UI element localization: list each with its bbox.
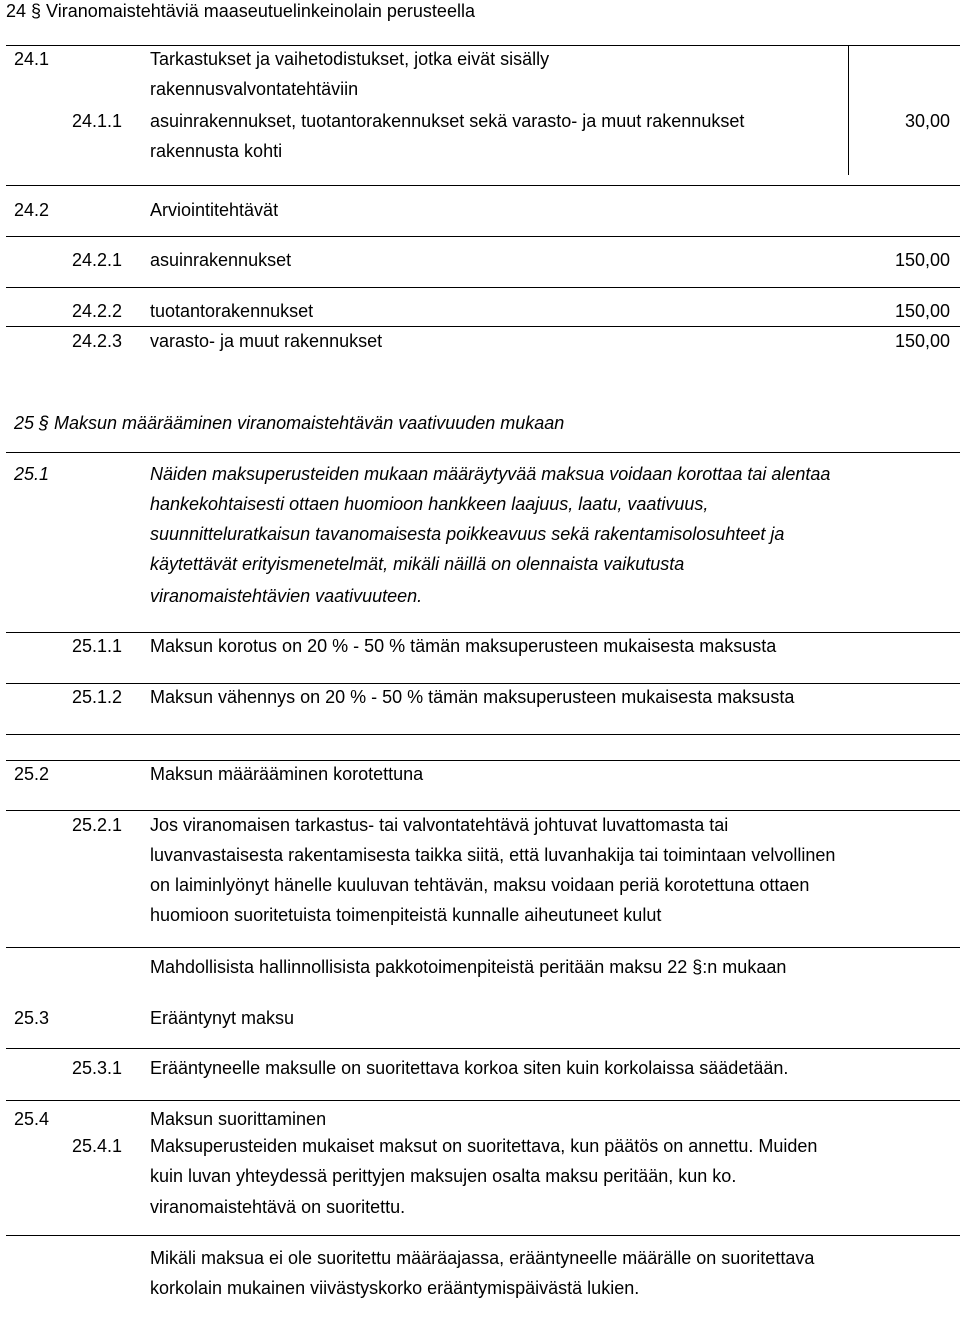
table-rule bbox=[6, 287, 960, 288]
table-rule bbox=[6, 185, 960, 186]
item-text: rakennusta kohti bbox=[150, 141, 283, 161]
item-text: Maksun korotus on 20 % - 50 % tämän maksuperusteen mukaisesta maksusta bbox=[150, 636, 777, 656]
item-text: asuinrakennukset, tuotantorakennukset sekä varasto- ja muut rakennukset bbox=[150, 111, 745, 131]
section-25-heading: 25 § Maksun määrääminen viranomaistehtävän vaativuuden mukaan bbox=[14, 413, 565, 433]
item-text: Mikäli maksua ei ole suoritettu määräajassa, erääntyneelle määrälle on suoritettava bbox=[150, 1248, 815, 1268]
item-number: 24.2.3 bbox=[72, 331, 123, 351]
item-text: viranomaistehtävien vaativuuteen. bbox=[150, 586, 423, 606]
table-rule bbox=[6, 236, 960, 237]
item-number: 25.1.2 bbox=[72, 687, 123, 707]
table-rule bbox=[6, 734, 960, 735]
item-text: Arviointitehtävät bbox=[150, 200, 279, 220]
item-number: 24.2 bbox=[14, 200, 50, 220]
item-text: Erääntynyt maksu bbox=[150, 1008, 295, 1028]
item-text: hankekohtaisesti ottaen huomioon hankkeen laajuus, laatu, vaativuus, bbox=[150, 494, 709, 514]
item-text: suunnitteluratkaisun tavanomaisesta poikkeavuus sekä rakentamisolosuhteet ja bbox=[150, 524, 785, 544]
item-text: huomioon suoritetuista toimenpiteistä kunnalle aiheutuneet kulut bbox=[150, 905, 662, 925]
item-text: viranomaistehtävä on suoritettu. bbox=[150, 1197, 406, 1217]
item-text: kuin luvan yhteydessä perittyjen maksujen osalta maksu peritään, kun ko. bbox=[150, 1166, 737, 1186]
item-number: 24.2.1 bbox=[72, 250, 123, 270]
item-amount: 150,00 bbox=[894, 301, 950, 321]
item-number: 25.2 bbox=[14, 764, 50, 784]
item-number: 25.4.1 bbox=[72, 1136, 123, 1156]
item-text: rakennusvalvontatehtäviin bbox=[150, 79, 359, 99]
item-text: on laiminlyönyt hänelle kuuluvan tehtävän, maksu voidaan periä korotettuna ottaen bbox=[150, 875, 810, 895]
item-number: 25.3.1 bbox=[72, 1058, 123, 1078]
item-number: 25.2.1 bbox=[72, 815, 123, 835]
item-text: korkolain mukainen viivästyskorko erääntymispäivästä lukien. bbox=[150, 1278, 640, 1298]
item-number: 24.2.2 bbox=[72, 301, 123, 321]
item-number: 24.1.1 bbox=[72, 111, 123, 131]
item-number: 25.4 bbox=[14, 1109, 50, 1129]
item-number: 25.3 bbox=[14, 1008, 50, 1028]
item-text: varasto- ja muut rakennukset bbox=[150, 331, 383, 351]
item-text: luvanvastaisesta rakentamisesta taikka siitä, että luvanhakija tai toimintaan velvollinen bbox=[150, 845, 836, 865]
item-text: käytettävät erityismenetelmät, mikäli näillä on olennaista vaikutusta bbox=[150, 554, 685, 574]
item-text: Näiden maksuperusteiden mukaan määräytyvää maksua voidaan korottaa tai alentaa bbox=[150, 464, 831, 484]
item-text: Tarkastukset ja vaihetodistukset, jotka eivät sisälly bbox=[150, 49, 550, 69]
item-text: Mahdollisista hallinnollisista pakkotoimenpiteistä peritään maksu 22 §:n mukaan bbox=[150, 957, 787, 977]
item-text: Erääntyneelle maksulle on suoritettava korkoa siten kuin korkolaissa säädetään. bbox=[150, 1058, 789, 1078]
item-amount: 150,00 bbox=[894, 250, 950, 270]
item-text: asuinrakennukset bbox=[150, 250, 292, 270]
table-rule bbox=[6, 947, 960, 948]
item-number: 25.1.1 bbox=[72, 636, 123, 656]
item-amount: 30,00 bbox=[904, 111, 950, 131]
item-text: Maksun vähennys on 20 % - 50 % tämän maksuperusteen mukaisesta maksusta bbox=[150, 687, 795, 707]
section-24-heading: 24 § Viranomaistehtäviä maaseutuelinkeinolain perusteella bbox=[6, 1, 475, 21]
table-rule bbox=[6, 1235, 960, 1236]
item-text: tuotantorakennukset bbox=[150, 301, 314, 321]
table-rule bbox=[6, 452, 960, 453]
item-number: 25.1 bbox=[14, 464, 50, 484]
item-text: Jos viranomaisen tarkastus- tai valvontatehtävä johtuvat luvattomasta tai bbox=[150, 815, 729, 835]
item-text: Maksun määrääminen korotettuna bbox=[150, 764, 424, 784]
table-column-rule bbox=[848, 45, 849, 175]
table-rule bbox=[6, 1100, 960, 1101]
table-rule bbox=[6, 1048, 960, 1049]
item-amount: 150,00 bbox=[894, 331, 950, 351]
item-text: Maksun suorittaminen bbox=[150, 1109, 327, 1129]
item-number: 24.1 bbox=[14, 49, 50, 69]
item-text: Maksuperusteiden mukaiset maksut on suoritettava, kun päätös on annettu. Muiden bbox=[150, 1136, 818, 1156]
